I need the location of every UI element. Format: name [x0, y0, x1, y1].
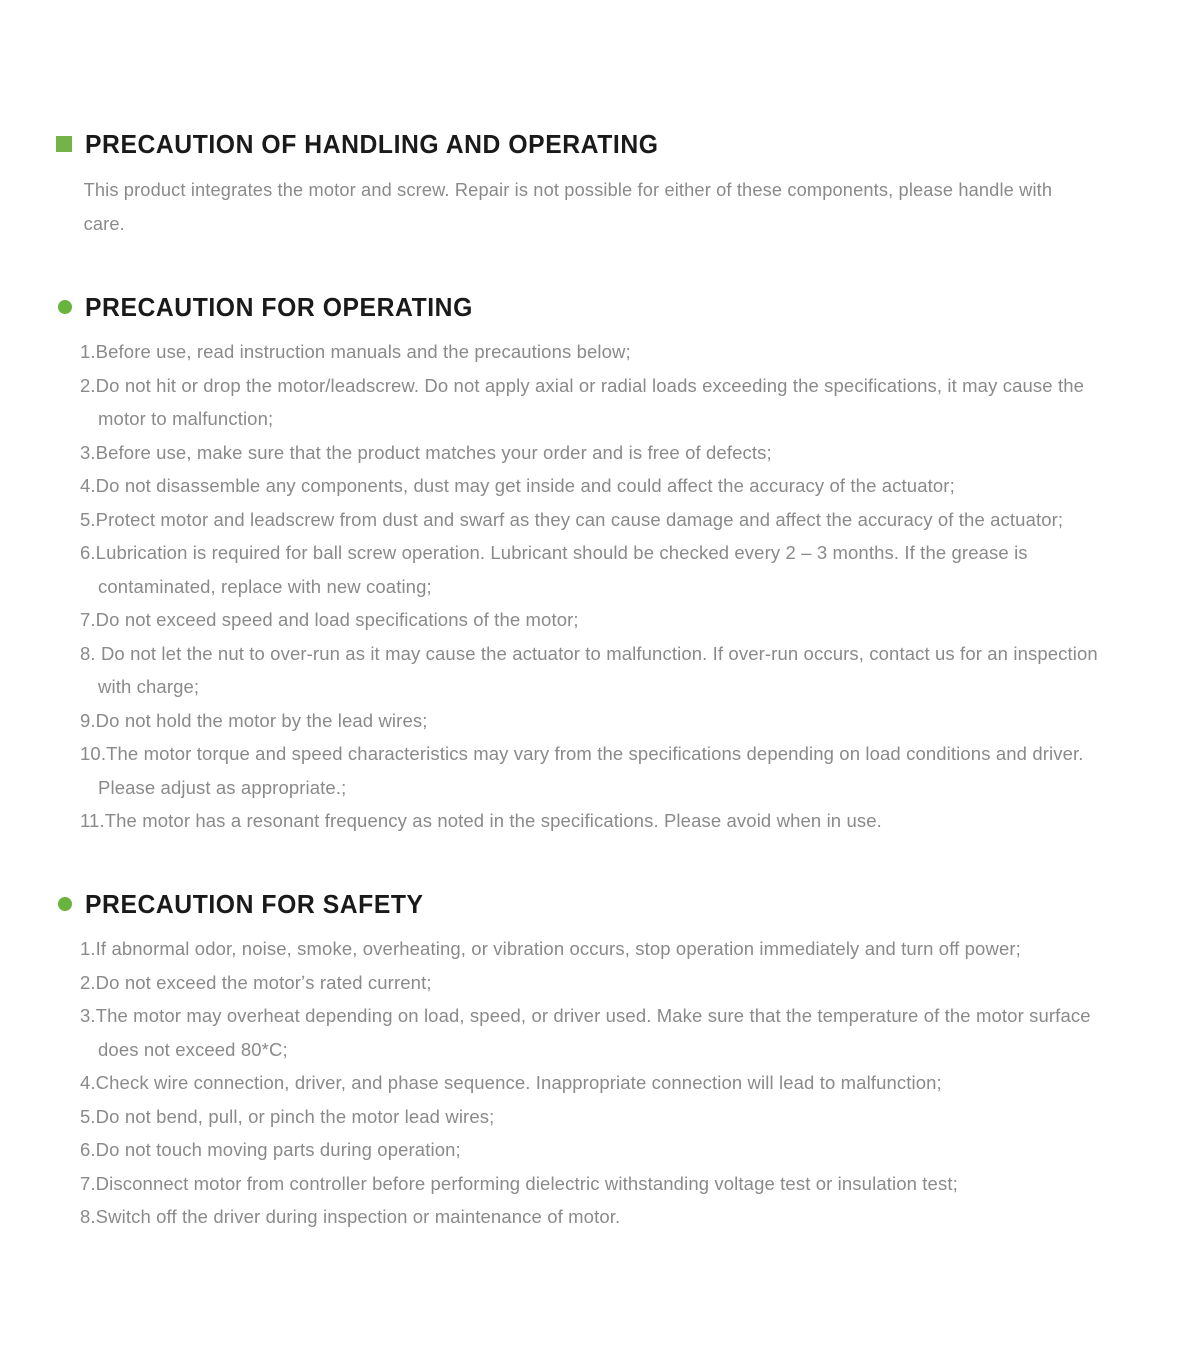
list-item: [80, 603, 1120, 637]
list-item-text: Do not exceed speed and load specifications of the motor;: [95, 609, 579, 631]
list-item-number: 11.: [80, 810, 105, 832]
list-item: [80, 966, 1120, 1000]
list-item-text: Do not hold the motor by the lead wires;: [95, 709, 428, 731]
list-item: [80, 469, 1120, 503]
list-item-number: 7.: [80, 1172, 96, 1194]
list-item: [80, 704, 1120, 738]
list-item-text: Do not disassemble any components, dust may get inside and could affect the accuracy of the actuator;: [95, 475, 955, 497]
list-item-number: 5.: [80, 508, 96, 530]
list-item-text: Check wire connection, driver, and phase sequence. Inappropriate connection will lead to malfunction;: [95, 1072, 942, 1094]
list-item-number: 4.: [80, 1072, 96, 1094]
list-item-text: Lubrication is required for ball screw operation. Lubricant should be checked every 2 – 3 months. If the grease is contaminated, replace with new coating;: [95, 542, 1028, 597]
list-item-text: Protect motor and leadscrew from dust and swarf as they can cause damage and affect the accuracy of the actuator;: [95, 508, 1064, 530]
list-item-text: The motor torque and speed characteristics may vary from the specifications depending on load conditions and driver. Please adjust as appropriate.;: [98, 743, 1084, 798]
list-item-number: 3.: [80, 441, 96, 463]
section-handling-operating: [56, 130, 1120, 241]
list-item-number: 8.: [80, 1206, 96, 1228]
list-item-text: Do not touch moving parts during operation;: [95, 1139, 461, 1161]
list-item-number: 10.: [80, 743, 107, 765]
list-item-text: The motor may overheat depending on load, speed, or driver used. Make sure that the temperature of the motor surface does not exceed 80*C;: [95, 1005, 1091, 1060]
dot-bullet-icon: [58, 300, 72, 314]
list-item-number: 1.: [80, 341, 96, 363]
list-item-text: Do not let the nut to over-run as it may cause the actuator to malfunction. If over-run occurs, contact us for an inspection with charge;: [98, 642, 1098, 698]
list-item: [80, 369, 1120, 436]
square-bullet-icon: [56, 136, 72, 152]
list-item-number: 8.: [80, 642, 101, 664]
list-item: [80, 1200, 1120, 1234]
list-item-number: 3.: [80, 1005, 96, 1027]
list-item-text: Switch off the driver during inspection or maintenance of motor.: [95, 1206, 621, 1228]
list-item-number: 4.: [80, 475, 96, 497]
list-item: [80, 737, 1120, 804]
list-item-text: Do not hit or drop the motor/leadscrew. Do not apply axial or radial loads exceeding the specifications, it may cause the motor to malfunction;: [95, 374, 1085, 430]
list-item: [80, 436, 1120, 470]
list-item-text: The motor has a resonant frequency as noted in the specifications. Please avoid when in use.: [104, 810, 882, 832]
section-heading-operating: [56, 293, 1120, 322]
list-item-text: Do not bend, pull, or pinch the motor lead wires;: [95, 1105, 495, 1127]
list-item-number: 5.: [80, 1105, 96, 1127]
list-item: [80, 637, 1120, 704]
precaution-list: [56, 335, 1120, 838]
section-heading-handling-operating: [56, 130, 1120, 159]
list-item: [80, 335, 1120, 369]
section-title: PRECAUTION OF HANDLING AND OPERATING: [85, 129, 659, 159]
section-title: PRECAUTION FOR SAFETY: [85, 888, 424, 919]
list-item-number: 9.: [80, 709, 96, 731]
section-title: PRECAUTION FOR OPERATING: [85, 291, 473, 322]
sections-container: [56, 130, 1120, 1234]
list-item: [80, 1133, 1120, 1167]
list-item: [80, 1100, 1120, 1134]
section-safety: [56, 890, 1120, 1234]
list-item-number: 6.: [80, 542, 96, 564]
section-heading-safety: [56, 890, 1120, 919]
section-operating: [56, 293, 1120, 838]
list-item-number: 1.: [80, 938, 96, 960]
list-item-text: Disconnect motor from controller before performing dielectric withstanding voltage test or insulation test;: [95, 1172, 958, 1194]
list-item: [80, 804, 1120, 838]
list-item-number: 2.: [80, 374, 96, 396]
list-item: [80, 1066, 1120, 1100]
list-item: [80, 536, 1120, 603]
section-paragraph: This product integrates the motor and screw. Repair is not possible for either of these components, please handle with care.: [83, 178, 1053, 234]
list-item-text: Before use, make sure that the product matches your order and is free of defects;: [95, 441, 772, 463]
precaution-list: [56, 932, 1120, 1234]
list-item-text: Do not exceed the motorʼs rated current;: [95, 971, 432, 993]
list-item-number: 6.: [80, 1139, 96, 1161]
list-item-number: 7.: [80, 609, 96, 631]
dot-bullet-icon: [58, 897, 72, 911]
list-item-number: 2.: [80, 971, 96, 993]
list-item-text: If abnormal odor, noise, smoke, overheating, or vibration occurs, stop operation immediately and turn off power;: [95, 938, 1021, 960]
list-item-text: Before use, read instruction manuals and the precautions below;: [95, 341, 631, 363]
list-item: [80, 932, 1120, 966]
list-item: [80, 999, 1120, 1066]
list-item: [80, 1167, 1120, 1201]
list-item: [80, 503, 1120, 537]
